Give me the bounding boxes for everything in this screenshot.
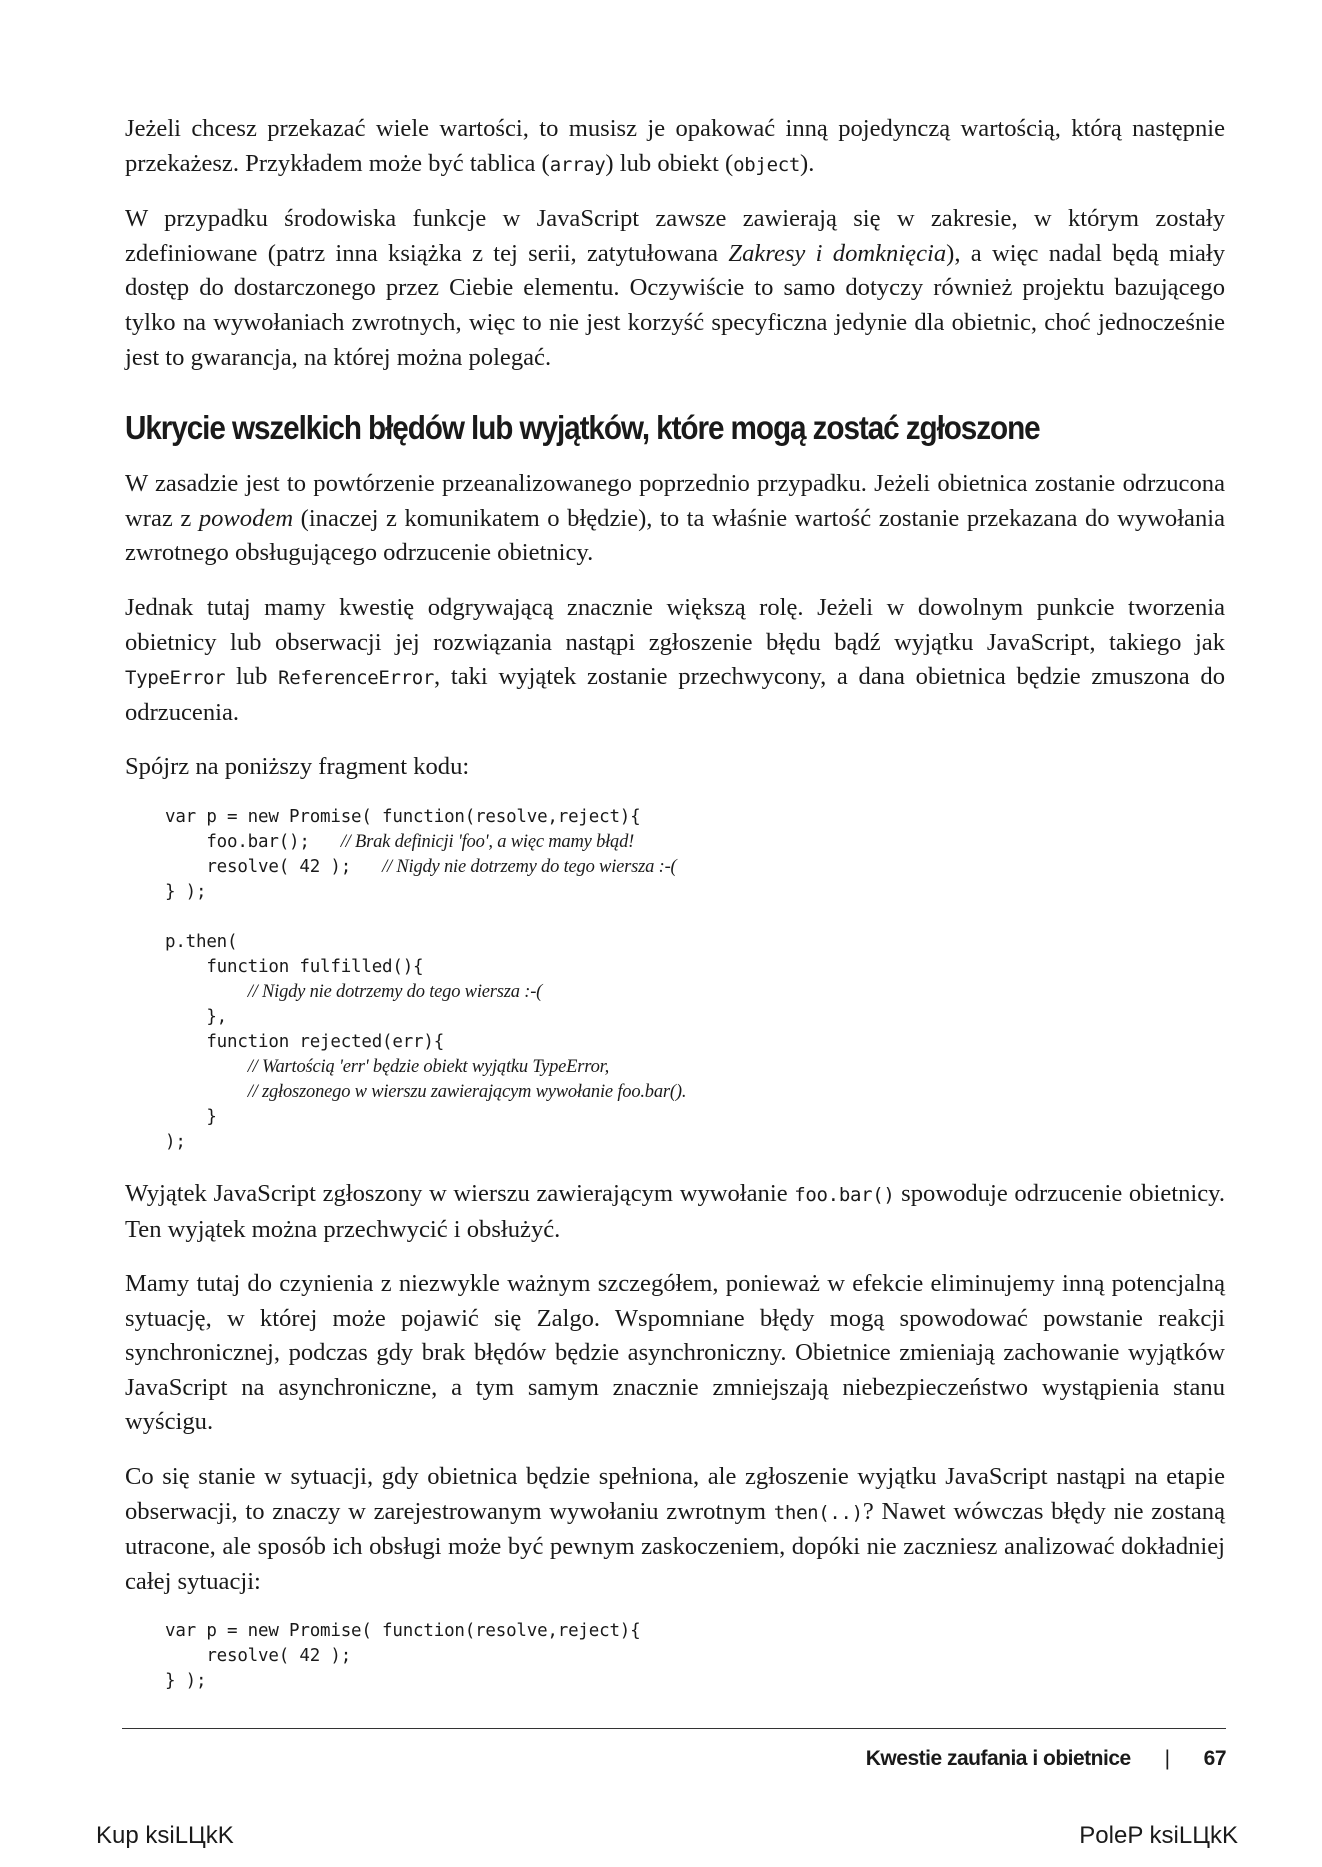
text: W przypadku środowiska funkcje w JavaScript zawsze zawierają się w zakresie, w którym zostały zdefiniowane (patrz inna książka z tej serii, zatytułowana [125, 205, 1225, 267]
code-block-2 [165, 1619, 1225, 1694]
page-footer [866, 1747, 1226, 1771]
inline-code: foo.bar() [794, 1183, 895, 1206]
paragraph-3 [125, 467, 1225, 571]
buy-book-link[interactable]: Kup ksiLЦkK [96, 1822, 234, 1849]
code-line: } ); [165, 1671, 207, 1692]
code-line: function fulfilled(){ [165, 956, 424, 977]
inline-code: object [733, 153, 800, 176]
chapter-title: Kwestie zaufania i obietnice [865, 1747, 1131, 1770]
code-line: ); [165, 1131, 186, 1152]
paragraph-5: Spójrz na poniższy fragment kodu: [125, 753, 470, 781]
inline-code: ReferenceError [278, 667, 435, 690]
text: , taki wyjątek zostanie przechwycony, a dana obietnica będzie zmuszona do odrzucenia. [125, 663, 1225, 726]
page-content [125, 112, 1225, 1716]
code-line: p.then( [165, 931, 238, 952]
code-line: } ); [165, 881, 207, 902]
text: (inaczej z komunikatem o błędzie), to ta właśnie wartość zostanie przekazana do wywołania zwrotnego obsługującego odrzucenie obietnicy. [125, 504, 1225, 567]
code-line: }, [165, 1006, 228, 1027]
code-comment: // Nigdy nie dotrzemy do tego wiersza :-( [382, 856, 677, 877]
code-line: function rejected(err){ [165, 1031, 445, 1052]
text: Jeżeli chcesz przekazać wiele wartości, to musisz je opakować inną pojedynczą wartością, którą następnie przekażesz. Przykładem może być tablica ( [125, 115, 1225, 177]
code-line: resolve( 42 ); [165, 1646, 352, 1667]
code-comment: // Brak definicji 'foo', a więc mamy błąd! [340, 831, 635, 852]
paragraph-4 [125, 591, 1225, 730]
text: ). [800, 149, 815, 177]
paragraph-6 [125, 1177, 1225, 1247]
inline-code: array [549, 153, 606, 176]
section-heading: Ukrycie wszelkich błędów lub wyjątków, które mogą zostać zgłoszone [125, 409, 1040, 447]
code-line: foo.bar(); [165, 831, 341, 852]
inline-code: then(..) [773, 1501, 863, 1524]
text: ) lub obiekt ( [605, 149, 734, 177]
code-block-1 [165, 805, 1225, 1155]
text: ? Nawet wówczas błędy nie zostaną utracone, ale sposób ich obsługi może być pewnym zaskoczeniem, dopóki nie zaczniesz analizować dokładniej całej sytuacji: [125, 1497, 1225, 1595]
paragraph-1 [125, 112, 1225, 182]
footer-rule [122, 1728, 1226, 1729]
code-line: resolve( 42 ); [165, 856, 383, 877]
inline-code: TypeError [125, 667, 226, 690]
code-comment: // Wartością 'err' będzie obiekt wyjątku TypeError, [247, 1056, 610, 1077]
code-comment: // Nigdy nie dotrzemy do tego wiersza :-( [247, 981, 543, 1002]
page-number: 67 [1203, 1747, 1226, 1770]
code-comment: // zgłoszonego w wierszu zawierającym wywołanie foo.bar(). [247, 1081, 687, 1102]
text: lub [225, 663, 279, 691]
book-title: Zakresy i domknięcia [728, 239, 947, 267]
code-line: var p = new Promise( function(resolve,reject){ [165, 806, 641, 827]
emphasis: powodem [198, 504, 294, 532]
paragraph-7: Mamy tutaj do czynienia z niezwykle ważnym szczegółem, ponieważ w efekcie eliminujemy inną potencjalną sytuację, w której może pojawić się Zalgo. Wspomniane błędy mogą spowodować powstanie reakcji synchronicznej, podczas gdy brak błędów będzie asynchroniczny. Obietnice zmieniają zachowanie wyjątków JavaScript na asynchroniczne, a tym samym znacznie zmniejszają niebezpieczeństwo wystąpienia stanu wyścigu. [125, 1270, 1225, 1436]
text: spowoduje odrzucenie obietnicy. Ten wyjątek można przechwycić i obsłużyć. [125, 1179, 1225, 1243]
paragraph-2 [125, 202, 1225, 375]
text: Jednak tutaj mamy kwestię odgrywającą znacznie większą rolę. Jeżeli w dowolnym punkcie tworzenia obietnicy lub obserwacji jej rozwiązania nastąpi zgłoszenie błędu bądź wyjątku JavaScript, takiego jak [125, 593, 1225, 656]
paragraph-8 [125, 1460, 1225, 1599]
code-line: var p = new Promise( function(resolve,reject){ [165, 1621, 641, 1642]
text: W zasadzie jest to powtórzenie przeanalizowanego poprzednio przypadku. Jeżeli obietnica zostanie odrzucona wraz z [125, 470, 1225, 532]
text: Co się stanie w sytuacji, gdy obietnica będzie spełniona, ale zgłoszenie wyjątku JavaScript nastąpi na etapie obserwacji, to znaczy w zarejestrowanym wywołaniu zwrotnym [125, 1463, 1225, 1525]
text: ), a więc nadal będą miały dostęp do dostarczonego przez Ciebie elementu. Oczywiście to samo dotyczy również projektu bazującego tylko na wywołaniach zwrotnych, więc to nie jest korzyść specyficzna jedynie dla obietnic, choć jednocześnie jest to gwarancja, na której można polegać. [125, 239, 1225, 371]
recommend-book-link[interactable]: PoleP ksiLЦkK [1079, 1822, 1238, 1849]
footer-separator: | [1164, 1747, 1170, 1770]
code-line: } [165, 1106, 217, 1127]
text: Wyjątek JavaScript zgłoszony w wierszu zawierającym wywołanie [125, 1179, 795, 1207]
